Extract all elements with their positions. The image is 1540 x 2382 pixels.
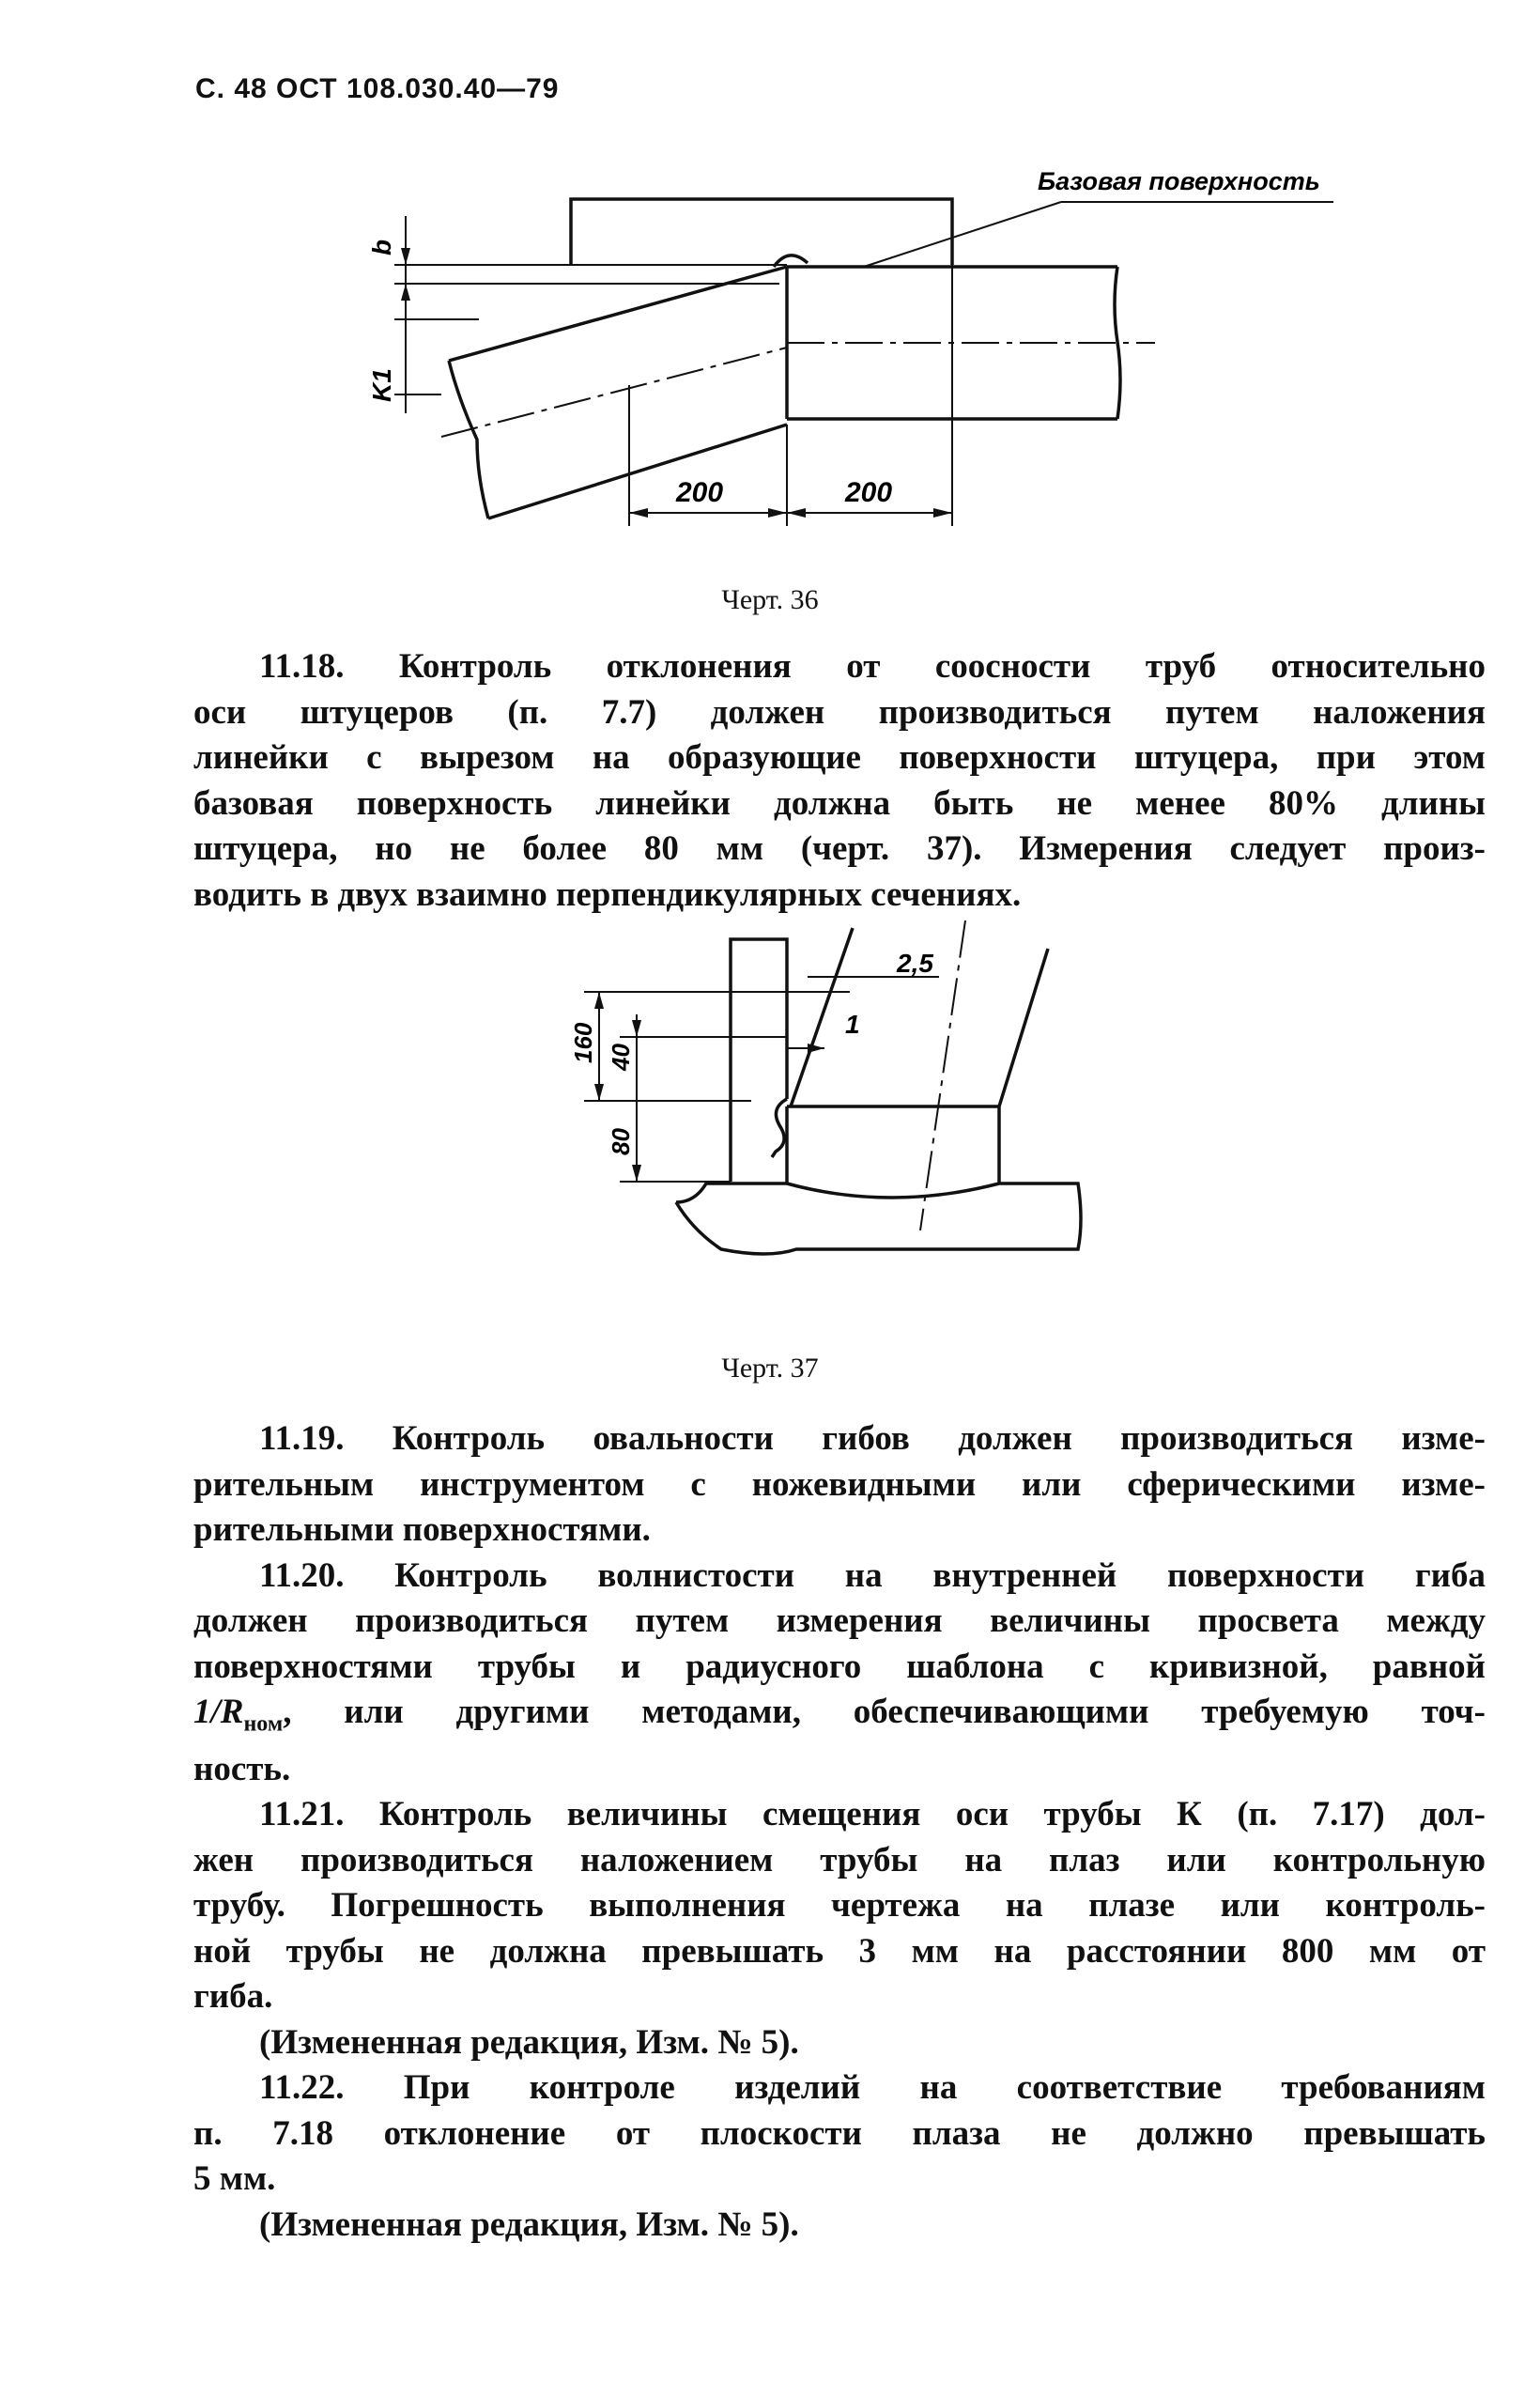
dim-80-label: 80 <box>607 1128 635 1155</box>
dim-200-right: 200 <box>845 477 893 508</box>
text-line: должен производиться путем измерения величины просвета между <box>193 1601 1486 1640</box>
text-line: 11.22. При контроле изделий на соответствие требованиям <box>259 2068 1486 2108</box>
text-line: рительными поверхностями. <box>193 1510 651 1549</box>
dim-160-label: 160 <box>569 1022 597 1063</box>
text-line: трубу. Погрешность выполнения чертежа на плазе или контроль- <box>193 1886 1486 1926</box>
dim-1-label: 1 <box>845 1010 860 1039</box>
text-line: 11.19. Контроль овальности гибов должен производиться изме- <box>259 1419 1486 1458</box>
text-line: 11.20. Контроль волнистости на внутренней поверхности гиба <box>259 1555 1486 1595</box>
paragraphs-11-19-to-11-22 <box>193 1416 1486 2248</box>
text-line: 5 мм. <box>193 2159 276 2199</box>
dim-k1-label: K1 <box>367 368 396 402</box>
text-line: базовая поверхность линейки должна быть не менее 80% длины <box>193 783 1486 823</box>
figure-37-drawing <box>526 920 1108 1315</box>
edit-note: (Измененная редакция, Изм. № 5). <box>259 2204 799 2244</box>
figure-36-drawing <box>338 150 1409 545</box>
text-line: штуцера, но не более 80 мм (черт. 37). Измерения следует произ- <box>193 829 1486 868</box>
dim-2-5-label: 2,5 <box>897 949 933 978</box>
text-line: ность. <box>193 1749 291 1788</box>
text-line: рительным инструментом с ножевидными или сферическими изме- <box>193 1464 1486 1504</box>
figure-36-caption: Черт. 36 <box>721 584 819 615</box>
edit-note: (Измененная редакция, Изм. № 5). <box>259 2022 799 2062</box>
text-line: поверхностями трубы и радиусного шаблона с кривизной, равной <box>193 1647 1486 1686</box>
paragraph-11-18 <box>193 644 1486 918</box>
formula-r: 1/R <box>193 1693 244 1731</box>
dim-200-left: 200 <box>676 477 724 508</box>
text-line: 11.18. Контроль отклонения от соосности труб относительно <box>259 647 1486 686</box>
text-line: гиба. <box>193 1977 273 2017</box>
text-line: водить в двух взаимно перпендикулярных сечениях. <box>193 874 1022 914</box>
text-line: п. 7.18 отклонение от плоскости плаза не должно превышать <box>193 2113 1486 2153</box>
text-line: ной трубы не должна превышать 3 мм на расстоянии 800 мм от <box>193 1931 1486 1971</box>
dim-b-label: b <box>367 239 396 255</box>
text-line: линейки с вырезом на образующие поверхности штуцера, при этом <box>193 738 1486 777</box>
dim-40-label: 40 <box>607 1044 635 1071</box>
text-line: оси штуцеров (п. 7.7) должен производиться путем наложения <box>193 692 1486 732</box>
text-fragment: , или другими методами, обеспечивающими требуемую точ- <box>283 1693 1486 1731</box>
text-line: жен производиться наложением трубы на плаз или контрольную <box>193 1840 1486 1879</box>
formula-subscript: ном <box>243 1711 284 1737</box>
page-header: С. 48 ОСТ 108.030.40—79 <box>195 73 560 104</box>
text-line: 11.21. Контроль величины смещения оси трубы К (п. 7.17) дол- <box>259 1795 1486 1834</box>
base-surface-label: Базовая поверхность <box>1038 167 1320 195</box>
figure-37-caption: Черт. 37 <box>721 1353 819 1384</box>
text-line <box>193 1690 1486 1747</box>
